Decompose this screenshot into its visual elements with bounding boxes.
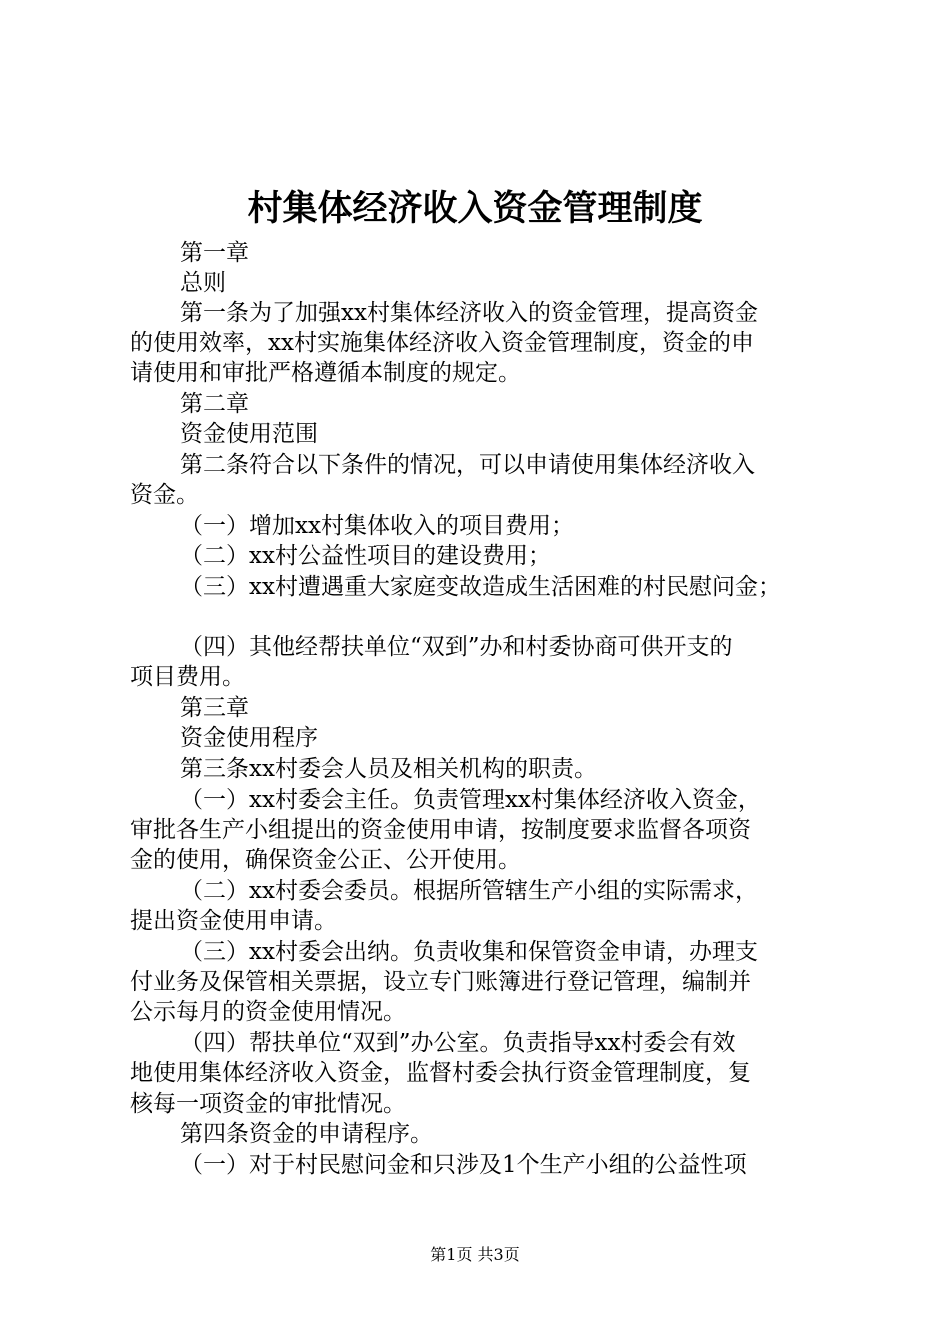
article-3-item-4-line-1: （四）帮扶单位“双到”办公室。负责指导xx村委会有效 [180, 1030, 736, 1056]
article-2-item-4-line-1: （四）其他经帮扶单位“双到”办和村委协商可供开支的 [180, 634, 733, 660]
chapter-2-title: 资金使用范围 [180, 421, 318, 447]
article-3-item-3-line-1: （三）xx村委会出纳。负责收集和保管资金申请，办理支 [180, 939, 758, 965]
article-2-line-1: 第二条符合以下条件的情况，可以申请使用集体经济收入 [180, 452, 755, 478]
article-1-line-3: 请使用和审批严格遵循本制度的规定。 [130, 360, 521, 386]
article-1-line-1: 第一条为了加强xx村集体经济收入的资金管理，提高资金 [180, 300, 758, 326]
chapter-3-title: 资金使用程序 [180, 725, 318, 751]
page-footer: 第1页 共3页 [430, 1245, 520, 1264]
chapter-2-heading: 第二章 [180, 391, 249, 417]
article-3-line-1: 第三条xx村委会人员及相关机构的职责。 [180, 756, 597, 782]
article-3-item-2-line-1: （二）xx村委会委员。根据所管辖生产小组的实际需求， [180, 878, 758, 904]
chapter-3-heading: 第三章 [180, 695, 249, 721]
article-1-line-2: 的使用效率，xx村实施集体经济收入资金管理制度，资金的申 [130, 330, 754, 356]
article-3-item-3-line-2: 付业务及保管相关票据，设立专门账簿进行登记管理，编制并 [130, 969, 751, 995]
article-2-item-3: （三）xx村遭遇重大家庭变故造成生活困难的村民慰问金； [180, 574, 781, 600]
chapter-1-title: 总则 [180, 270, 226, 296]
article-3-item-3-line-3: 公示每月的资金使用情况。 [130, 999, 406, 1025]
article-3-item-2-line-2: 提出资金使用申请。 [130, 908, 337, 934]
article-4-item-1-line-1: （一）对于村民慰问金和只涉及1个生产小组的公益性项 [180, 1152, 747, 1178]
article-2-line-2: 资金。 [130, 482, 199, 508]
article-3-item-1-line-3: 金的使用，确保资金公正、公开使用。 [130, 847, 521, 873]
chapter-1-heading: 第一章 [180, 240, 249, 266]
article-3-item-4-line-3: 核每一项资金的审批情况。 [130, 1091, 406, 1117]
article-3-item-4-line-2: 地使用集体经济收入资金，监督村委会执行资金管理制度，复 [130, 1060, 751, 1086]
article-2-item-4-line-2: 项目费用。 [130, 664, 245, 690]
document-title: 村集体经济收入资金管理制度 [247, 188, 703, 229]
article-2-item-1: （一）增加xx村集体收入的项目费用； [180, 513, 574, 539]
article-3-item-1-line-1: （一）xx村委会主任。负责管理xx村集体经济收入资金， [180, 787, 761, 813]
article-3-item-1-line-2: 审批各生产小组提出的资金使用申请，按制度要求监督各项资 [130, 817, 751, 843]
article-4-line-1: 第四条资金的申请程序。 [180, 1121, 433, 1147]
article-2-item-2: （二）xx村公益性项目的建设费用； [180, 543, 551, 569]
